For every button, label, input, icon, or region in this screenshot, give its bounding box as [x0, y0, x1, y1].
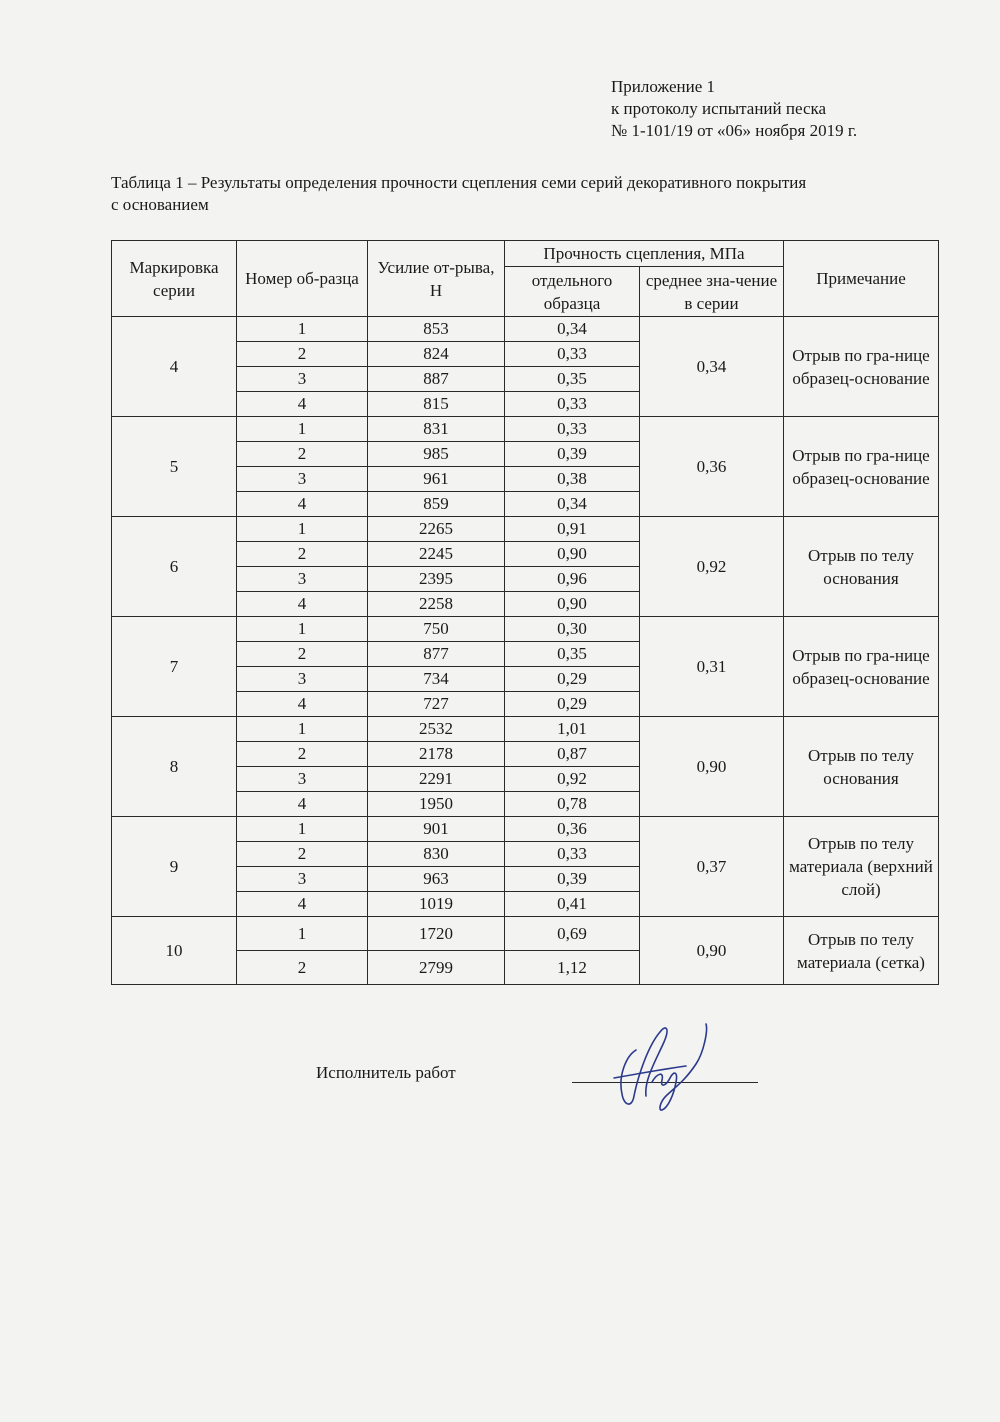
strength-cell: 0,38 [505, 467, 640, 492]
sample-cell: 3 [237, 367, 368, 392]
strength-cell: 0,33 [505, 417, 640, 442]
force-cell: 1720 [368, 917, 505, 951]
force-cell: 2245 [368, 542, 505, 567]
table-row [112, 817, 939, 842]
sample-cell: 3 [237, 767, 368, 792]
force-cell: 2265 [368, 517, 505, 542]
force-cell: 859 [368, 492, 505, 517]
sample-cell: 4 [237, 792, 368, 817]
average-cell: 0,36 [640, 417, 784, 517]
average-cell: 0,34 [640, 317, 784, 417]
table-row [112, 417, 939, 442]
strength-cell: 0,29 [505, 667, 640, 692]
strength-cell: 0,34 [505, 492, 640, 517]
header-sample: Номер об-разца [237, 241, 368, 317]
strength-cell: 1,01 [505, 717, 640, 742]
strength-cell: 0,87 [505, 742, 640, 767]
force-cell: 830 [368, 842, 505, 867]
strength-cell: 0,35 [505, 367, 640, 392]
sample-cell: 4 [237, 492, 368, 517]
table-caption-line-2: с основанием [111, 195, 209, 214]
average-cell: 0,92 [640, 517, 784, 617]
header-strength: Прочность сцепления, МПа [505, 241, 784, 267]
strength-cell: 0,34 [505, 317, 640, 342]
strength-cell: 0,41 [505, 892, 640, 917]
strength-cell: 0,33 [505, 392, 640, 417]
table-caption [111, 172, 971, 216]
force-cell: 853 [368, 317, 505, 342]
average-cell: 0,90 [640, 917, 784, 985]
executor-label: Исполнитель работ [316, 1063, 456, 1082]
sample-cell: 4 [237, 592, 368, 617]
sample-cell: 4 [237, 392, 368, 417]
sample-cell: 2 [237, 442, 368, 467]
sample-cell: 2 [237, 342, 368, 367]
force-cell: 985 [368, 442, 505, 467]
strength-cell: 0,69 [505, 917, 640, 951]
force-cell: 727 [368, 692, 505, 717]
series-cell: 8 [112, 717, 237, 817]
header-single: отдельного образца [505, 267, 640, 317]
appendix-protocol-ref: к протоколу испытаний песка [611, 99, 827, 118]
note-cell: Отрыв по телу основания [784, 717, 939, 817]
strength-cell: 0,90 [505, 542, 640, 567]
average-cell: 0,37 [640, 817, 784, 917]
table-row [112, 517, 939, 542]
force-cell: 2258 [368, 592, 505, 617]
table-caption-line-1: Таблица 1 – Результаты определения прочности сцепления семи серий декоративного покрытия [111, 173, 807, 192]
strength-cell: 0,33 [505, 842, 640, 867]
strength-cell: 0,33 [505, 342, 640, 367]
sample-cell: 1 [237, 617, 368, 642]
strength-cell: 0,91 [505, 517, 640, 542]
force-cell: 877 [368, 642, 505, 667]
sample-cell: 1 [237, 817, 368, 842]
force-cell: 961 [368, 467, 505, 492]
note-cell: Отрыв по гра-нице образец-основание [784, 617, 939, 717]
average-cell: 0,90 [640, 717, 784, 817]
force-cell: 1019 [368, 892, 505, 917]
force-cell: 901 [368, 817, 505, 842]
force-cell: 815 [368, 392, 505, 417]
strength-cell: 0,29 [505, 692, 640, 717]
sample-cell: 3 [237, 867, 368, 892]
force-cell: 750 [368, 617, 505, 642]
appendix-protocol-number: № 1-101/19 от «06» ноября 2019 г. [611, 121, 858, 140]
force-cell: 2178 [368, 742, 505, 767]
sample-cell: 3 [237, 467, 368, 492]
force-cell: 963 [368, 867, 505, 892]
sample-cell: 2 [237, 742, 368, 767]
header-average: среднее зна-чение в серии [640, 267, 784, 317]
strength-cell: 0,36 [505, 817, 640, 842]
sample-cell: 1 [237, 917, 368, 951]
sample-cell: 1 [237, 317, 368, 342]
strength-cell: 0,39 [505, 442, 640, 467]
header-force: Усилие от-рыва, Н [368, 241, 505, 317]
series-cell: 5 [112, 417, 237, 517]
strength-cell: 0,78 [505, 792, 640, 817]
note-cell: Отрыв по телу материала (сетка) [784, 917, 939, 985]
sample-cell: 2 [237, 842, 368, 867]
strength-cell: 0,96 [505, 567, 640, 592]
force-cell: 2291 [368, 767, 505, 792]
sample-cell: 2 [237, 542, 368, 567]
series-cell: 9 [112, 817, 237, 917]
table-row [112, 717, 939, 742]
strength-cell: 1,12 [505, 951, 640, 985]
results-body [112, 317, 939, 985]
appendix-title: Приложение 1 [611, 77, 715, 96]
strength-cell: 0,35 [505, 642, 640, 667]
sample-cell: 1 [237, 517, 368, 542]
force-cell: 1950 [368, 792, 505, 817]
table-row [112, 317, 939, 342]
sample-cell: 2 [237, 951, 368, 985]
force-cell: 734 [368, 667, 505, 692]
table-row [112, 917, 939, 951]
strength-cell: 0,39 [505, 867, 640, 892]
series-cell: 4 [112, 317, 237, 417]
series-cell: 7 [112, 617, 237, 717]
sample-cell: 3 [237, 667, 368, 692]
force-cell: 2395 [368, 567, 505, 592]
sample-cell: 1 [237, 417, 368, 442]
average-cell: 0,31 [640, 617, 784, 717]
force-cell: 2532 [368, 717, 505, 742]
strength-cell: 0,90 [505, 592, 640, 617]
signature-image [596, 1016, 716, 1114]
strength-cell: 0,30 [505, 617, 640, 642]
sample-cell: 4 [237, 692, 368, 717]
note-cell: Отрыв по гра-нице образец-основание [784, 317, 939, 417]
series-cell: 6 [112, 517, 237, 617]
sample-cell: 3 [237, 567, 368, 592]
force-cell: 824 [368, 342, 505, 367]
header-note: Примечание [784, 241, 939, 317]
table-row [112, 617, 939, 642]
sample-cell: 2 [237, 642, 368, 667]
sample-cell: 4 [237, 892, 368, 917]
strength-cell: 0,92 [505, 767, 640, 792]
force-cell: 831 [368, 417, 505, 442]
note-cell: Отрыв по телу материала (верхний слой) [784, 817, 939, 917]
sample-cell: 1 [237, 717, 368, 742]
header-series: Маркировка серии [112, 241, 237, 317]
series-cell: 10 [112, 917, 237, 985]
appendix-header [611, 76, 857, 142]
note-cell: Отрыв по телу основания [784, 517, 939, 617]
force-cell: 2799 [368, 951, 505, 985]
note-cell: Отрыв по гра-нице образец-основание [784, 417, 939, 517]
force-cell: 887 [368, 367, 505, 392]
results-table [111, 240, 939, 985]
